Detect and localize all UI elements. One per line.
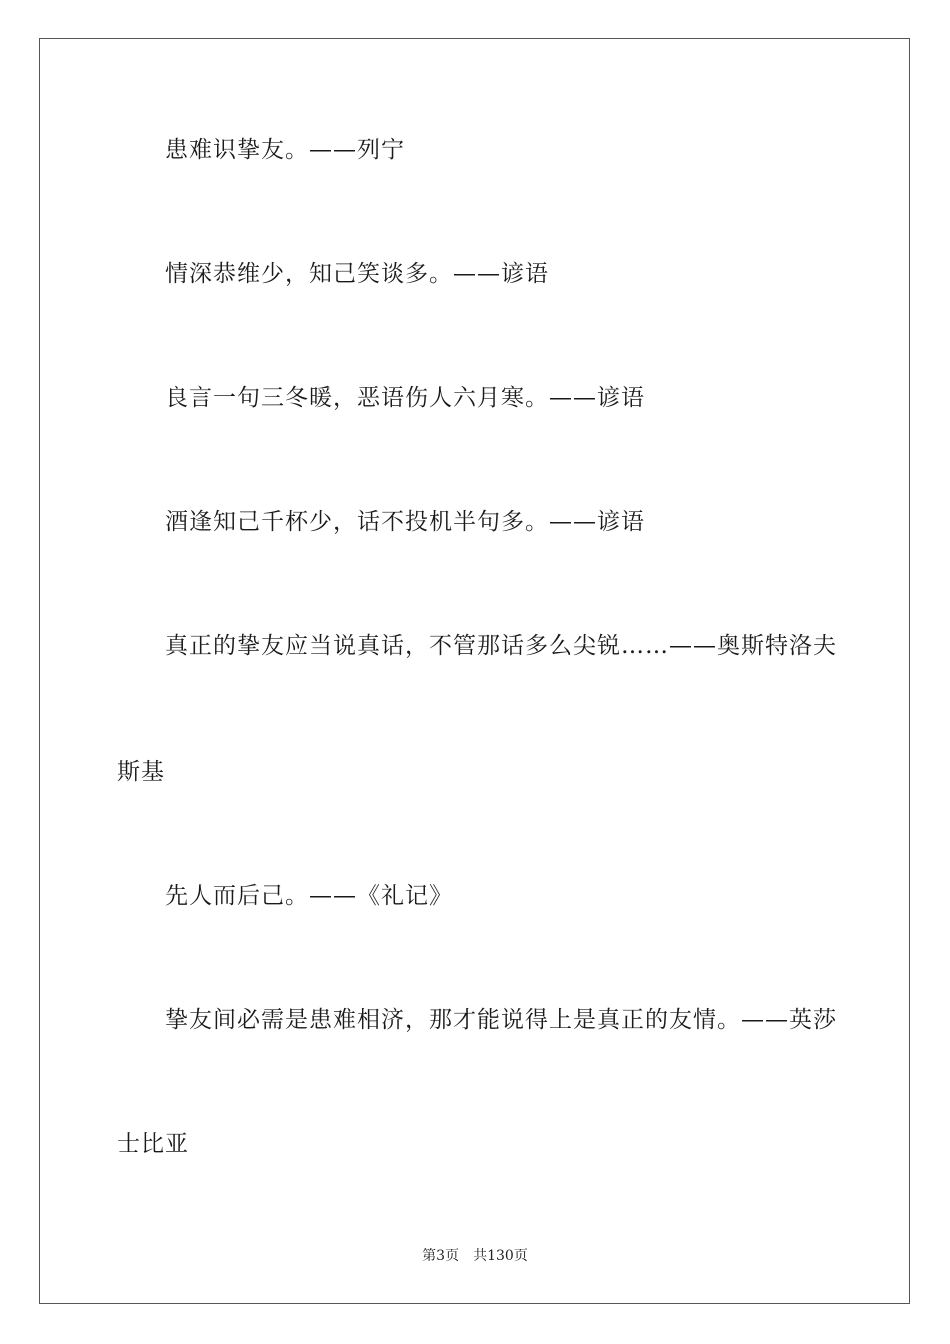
quote-line: 良言一句三冬暖，恶语伤人六月寒。——谚语 [165,385,645,411]
quote-line: 情深恭维少，知己笑谈多。——谚语 [165,261,549,287]
quote-line: 患难识挚友。——列宁 [165,137,405,163]
page-total: 共130页 [473,1248,528,1264]
quote-line-continuation: 斯基 [117,759,165,785]
quote-line: 酒逢知己千杯少，话不投机半句多。——谚语 [165,509,645,535]
quote-line: 先人而后己。——《礼记》 [165,883,453,909]
quote-line: 真正的挚友应当说真话，不管那话多么尖锐……——奥斯特洛夫 [165,633,837,659]
page-border [39,38,910,1304]
page-footer [0,1246,950,1266]
quote-line-continuation: 士比亚 [117,1131,189,1157]
page-number: 第3页 [422,1248,460,1264]
quote-line: 挚友间必需是患难相济，那才能说得上是真正的友情。——英莎 [165,1007,837,1033]
